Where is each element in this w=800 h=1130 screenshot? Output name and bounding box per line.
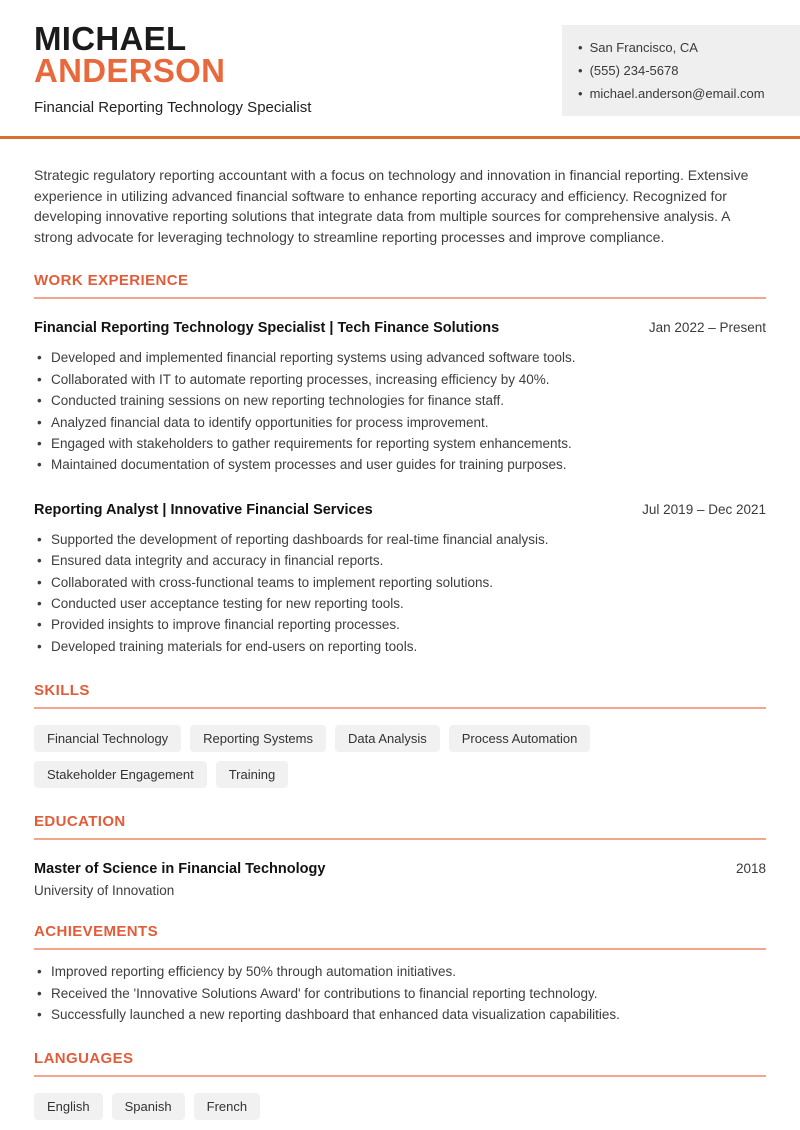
header-job-title: Financial Reporting Technology Specialist [34,99,312,116]
name-last: ANDERSON [34,52,226,89]
education-year: 2018 [735,861,766,877]
skill-tag: Stakeholder Engagement [34,761,207,788]
bullet-icon: • [578,40,583,55]
job-bullet: • Provided insights to improve financial reporting processes. [34,614,766,635]
job-bullet: • Analyzed financial data to identify opportunities for process improvement. [34,412,766,433]
job-title: Financial Reporting Technology Specialist | Tech Finance Solutions [34,320,500,337]
job-bullet: • Collaborated with IT to automate reporting processes, increasing efficiency by 40%. [34,369,766,390]
language-tag: French [194,1093,260,1120]
bullet-icon: • [578,63,583,78]
section-skills [34,682,766,788]
job-entry [34,320,766,475]
skills-heading: SKILLS [34,682,766,709]
job-title: Reporting Analyst | Innovative Financial Services [34,501,373,518]
contact-item [578,36,790,59]
job-bullet-list [34,529,766,657]
contact-text: michael.anderson@email.com [589,86,765,101]
section-work-experience [34,272,766,657]
bullet-icon: • [578,86,583,101]
content [0,165,800,1120]
contact-card [562,25,800,116]
job-bullet: • Maintained documentation of system processes and user guides for training purposes. [34,454,766,475]
job-bullet: • Developed and implemented financial reporting systems using advanced software tools. [34,347,766,368]
education-entry-head [34,861,766,877]
full-name [34,20,311,89]
job-dates: Jan 2022 – Present [648,320,766,336]
contact-item [578,82,790,105]
name-block [34,20,312,116]
education-degree: Master of Science in Financial Technology [34,861,326,878]
summary-paragraph: Strategic regulatory reporting accountant with a focus on technology and innovation in financial reporting. Extensive experience in utilizing advanced financial software to enhance reporting accuracy and efficiency. Recognized for developing innovative reporting solutions that integrate data from multiple sources for comprehensive analysis. A strong advocate for leveraging technology to streamline reporting processes and improve compliance. [34,167,749,245]
skill-tag: Data Analysis [335,725,440,752]
achievement-bullet: • Received the 'Innovative Solutions Award' for contributions to financial reporting technology. [34,983,766,1004]
header [0,0,800,136]
achievements-heading: ACHIEVEMENTS [34,923,766,950]
language-tag: English [34,1093,103,1120]
contact-text: San Francisco, CA [589,40,698,55]
job-dates: Jul 2019 – Dec 2021 [642,501,766,517]
contact-text: (555) 234-5678 [589,63,679,78]
skill-tag: Reporting Systems [190,725,326,752]
achievement-bullet: • Successfully launched a new reporting dashboard that enhanced data visualization capabilities. [34,1004,766,1025]
job-bullet: • Developed training materials for end-users on reporting tools. [34,636,766,657]
job-bullet: • Conducted training sessions on new reporting technologies for finance staff. [34,390,766,411]
section-education [34,813,766,898]
job-bullet: • Engaged with stakeholders to gather requirements for reporting system enhancements. [34,433,766,454]
name-first: MICHAEL [34,20,187,57]
education-heading: EDUCATION [34,813,766,840]
job-bullet: • Ensured data integrity and accuracy in financial reports. [34,550,766,571]
skill-tag: Process Automation [449,725,591,752]
skill-tag: Training [216,761,288,788]
education-school: University of Innovation [34,883,175,899]
section-achievements [34,923,766,1025]
section-languages [34,1050,766,1120]
achievement-list [34,961,766,1025]
job-bullet: • Conducted user acceptance testing for new reporting tools. [34,593,766,614]
contact-item [578,59,790,82]
achievement-bullet: • Improved reporting efficiency by 50% through automation initiatives. [34,961,766,982]
job-head [34,502,766,518]
job-head [34,320,766,336]
skill-tag-list [34,725,766,788]
skill-tag: Financial Technology [34,725,181,752]
languages-heading: LANGUAGES [34,1050,766,1077]
job-bullet: • Collaborated with cross-functional teams to implement reporting solutions. [34,572,766,593]
job-bullet: • Supported the development of reporting dashboards for real-time financial analysis. [34,529,766,550]
header-divider [0,136,800,139]
job-bullet-list [34,347,766,475]
language-tag-list [34,1093,766,1120]
job-entry [34,502,766,657]
language-tag: Spanish [112,1093,185,1120]
work-experience-heading: WORK EXPERIENCE [34,272,766,299]
